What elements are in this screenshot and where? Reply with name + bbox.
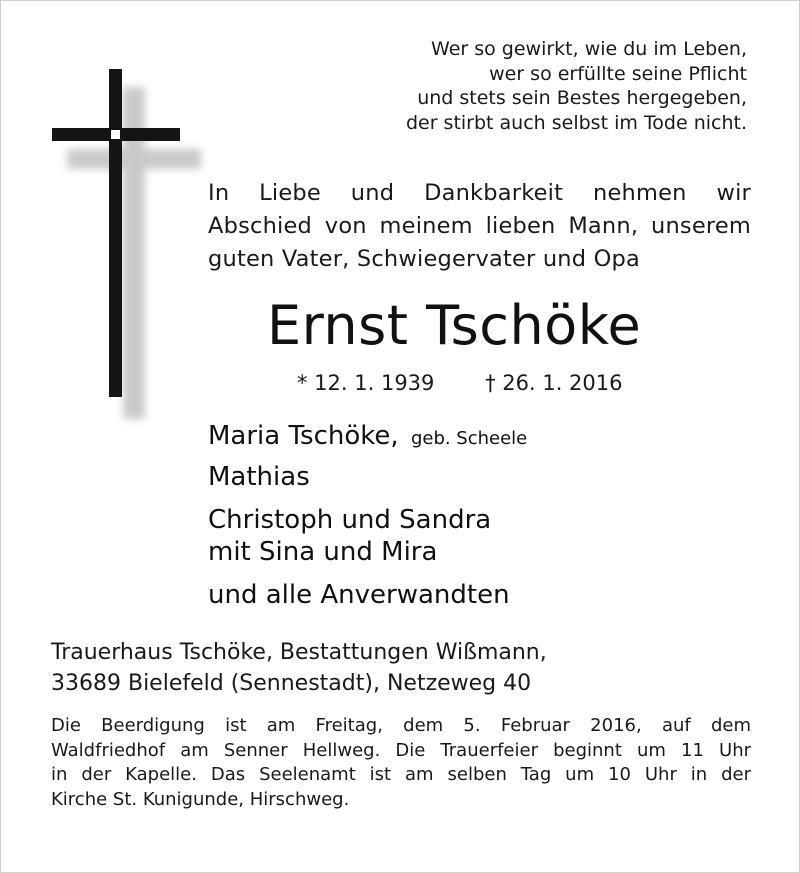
family-member: Mathias — [208, 462, 310, 492]
details-line: in der Kapelle. Das Seelenamt ist am selben Tag um 10 Uhr in der — [51, 764, 751, 785]
mourning-address — [51, 637, 751, 699]
details-line: Waldfriedhof am Senner Hellweg. Die Trauerfeier beginnt um 11 Uhr — [51, 739, 751, 761]
deceased-name: Ernst Tschöke — [267, 294, 642, 357]
family-member: mit Sina und Mira — [208, 537, 438, 567]
intro-line: In Liebe und Dankbarkeit nehmen wir — [208, 180, 751, 206]
poem-line: und stets sein Bestes hergegeben, — [417, 87, 747, 109]
family-list — [208, 417, 768, 614]
life-dates — [297, 369, 623, 397]
details-line: Kirche St. Kunigunde, Hirschweg. — [51, 788, 350, 810]
family-member: Christoph und Sandra — [208, 505, 492, 535]
address-line: 33689 Bielefeld (Sennestadt), Netzeweg 40 — [51, 671, 532, 696]
poem-line: der stirbt auch selbst im Tode nicht. — [405, 111, 747, 134]
family-member: und alle Anverwandten — [208, 580, 510, 610]
intro-line: guten Vater, Schwiegervater und Opa — [208, 246, 640, 272]
spouse-maiden-name: geb. Scheele — [410, 428, 528, 449]
spouse-name: Maria Tschöke, — [208, 421, 399, 451]
birth-date: * 12. 1. 1939 — [297, 371, 435, 395]
death-date: † 26. 1. 2016 — [485, 371, 623, 395]
funeral-details — [51, 714, 751, 812]
poem-line: Wer so gewirkt, wie du im Leben, — [431, 38, 747, 60]
details-line: Die Beerdigung ist am Freitag, dem 5. Februar 2016, auf dem — [51, 715, 751, 736]
cross-icon — [51, 69, 211, 429]
spouse-row — [208, 417, 768, 458]
poem-line: wer so erfüllte seine Pflicht — [489, 62, 747, 85]
intro-line: Abschied von meinem lieben Mann, unserem — [208, 213, 751, 239]
intro-text — [208, 177, 751, 276]
address-line: Trauerhaus Tschöke, Bestattungen Wißmann, — [51, 640, 547, 665]
poem — [307, 37, 747, 135]
